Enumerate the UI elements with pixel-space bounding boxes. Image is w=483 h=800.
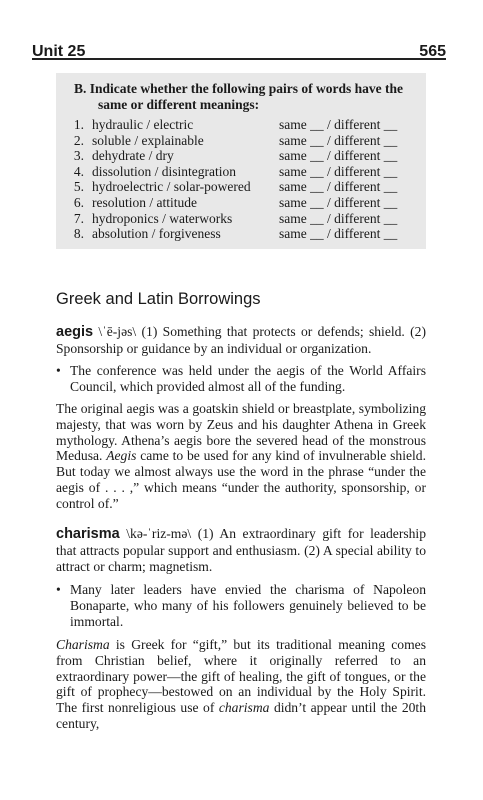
exercise-item-answer: same __ / different __ xyxy=(279,194,398,210)
aegis-example xyxy=(56,363,426,395)
aegis-definition xyxy=(56,324,426,357)
aegis-paragraph xyxy=(56,401,426,512)
exercise-item xyxy=(56,211,426,227)
exercise-item-pair: resolution / attitude xyxy=(92,194,197,210)
bullet-icon: • xyxy=(56,363,61,378)
exercise-item-answer: same __ / different __ xyxy=(279,210,398,226)
charisma-italic-word-1: Charisma xyxy=(56,637,110,652)
charisma-italic-word-2: charisma xyxy=(218,700,270,716)
aegis-definition-text: (1) Something that protects or defends; shield. (2) Sponsorship or guidance by an individual or organization. xyxy=(56,324,426,356)
exercise-item-pair: dissolution / disintegration xyxy=(92,163,236,179)
exercise-title xyxy=(56,81,426,113)
exercise-item xyxy=(56,179,426,195)
exercise-item-answer: same __ / different __ xyxy=(279,179,398,195)
charisma-example xyxy=(56,582,426,629)
exercise-item-answer: same __ / different __ xyxy=(279,132,398,148)
exercise-item-answer: same __ / different __ xyxy=(279,163,398,179)
exercise-item-answer: same __ / different __ xyxy=(279,226,398,242)
exercise-item-pair: absolution / forgiveness xyxy=(92,226,221,242)
exercise-item xyxy=(56,164,426,180)
charisma-paragraph-a: is Greek for “gift,” but its traditional meaning comes from Christian belief, where it originally referred to an extraordinary power—the gift of healing, the gift of tongues, or the gift of prophecy—bestowed on an individual by the Holy Spirit. The first nonreligious use of xyxy=(56,637,426,716)
aegis-pronunciation: \ˈē-jəs\ xyxy=(98,324,137,339)
exercise-item-pair: dehydrate / dry xyxy=(92,148,174,164)
charisma-headword: charisma xyxy=(56,526,120,542)
exercise-item-number: 7. xyxy=(73,210,84,226)
exercise-item-answer: same __ / different __ xyxy=(279,117,398,132)
exercise-item-pair: soluble / explainable xyxy=(92,132,204,148)
charisma-paragraph-b: didn’t appear until the 20th century, xyxy=(56,700,426,731)
exercise-item xyxy=(56,195,426,211)
exercise-item-number: 1. xyxy=(73,117,84,132)
exercise-title-line1: B. Indicate whether the following pairs of words have the xyxy=(74,81,403,96)
exercise-item-number: 4. xyxy=(73,163,84,179)
exercise-item xyxy=(56,117,426,133)
unit-label: Unit 25 xyxy=(32,43,86,60)
exercise-item xyxy=(56,133,426,149)
page-number: 565 xyxy=(419,43,446,60)
exercise-item-number: 5. xyxy=(73,179,84,195)
exercise-item xyxy=(56,148,426,164)
exercise-title-line2: same or different meanings: xyxy=(98,97,260,112)
charisma-example-text: Many later leaders have envied the charisma of Napoleon Bonaparte, who many of his followers genuinely believed to be immortal. xyxy=(70,582,426,629)
exercise-item-number: 3. xyxy=(73,148,84,164)
aegis-example-text: The conference was held under the aegis of the World Affairs Council, which provided almost all of the funding. xyxy=(70,363,426,394)
bullet-icon: • xyxy=(56,582,61,597)
charisma-definition xyxy=(56,526,426,574)
exercise-item-pair: hydroponics / waterworks xyxy=(92,210,233,226)
charisma-pronunciation: \kə-ˈriz-mə\ xyxy=(126,526,192,541)
aegis-italic-word: Aegis xyxy=(106,448,137,464)
header-rule xyxy=(32,58,446,60)
exercise-item-number: 2. xyxy=(73,132,84,148)
exercise-item-number: 6. xyxy=(73,194,84,210)
exercise-item-answer: same __ / different __ xyxy=(279,148,398,164)
aegis-paragraph-b: came to be used for any kind of invulnerable shield. But today we almost always use the word in the phrase “under the aegis of . . . ,” which means “under the authority, sponsorship, or control of.” xyxy=(56,448,426,511)
page-header xyxy=(32,33,446,61)
section-title: Greek and Latin Borrowings xyxy=(56,290,261,308)
charisma-paragraph xyxy=(56,637,426,732)
exercise-item-number: 8. xyxy=(73,226,84,242)
exercise-item-pair: hydroelectric / solar-powered xyxy=(92,179,251,195)
exercise-item xyxy=(56,226,426,242)
charisma-definition-text: (1) An extraordinary gift for leadership that attracts popular support and enthusiasm. (2) A special ability to attract or charm; magnetism. xyxy=(56,526,427,574)
exercise-box xyxy=(56,73,426,249)
aegis-headword: aegis xyxy=(56,324,94,340)
exercise-list xyxy=(56,117,426,242)
aegis-paragraph-a: The original aegis was a goatskin shield or breastplate, symbolizing majesty, that was worn by Zeus and his daughter Athena in Greek mythology. Athena’s aegis bore the severed head of the monstrous Medusa. xyxy=(56,401,426,464)
exercise-item-pair: hydraulic / electric xyxy=(92,117,194,132)
